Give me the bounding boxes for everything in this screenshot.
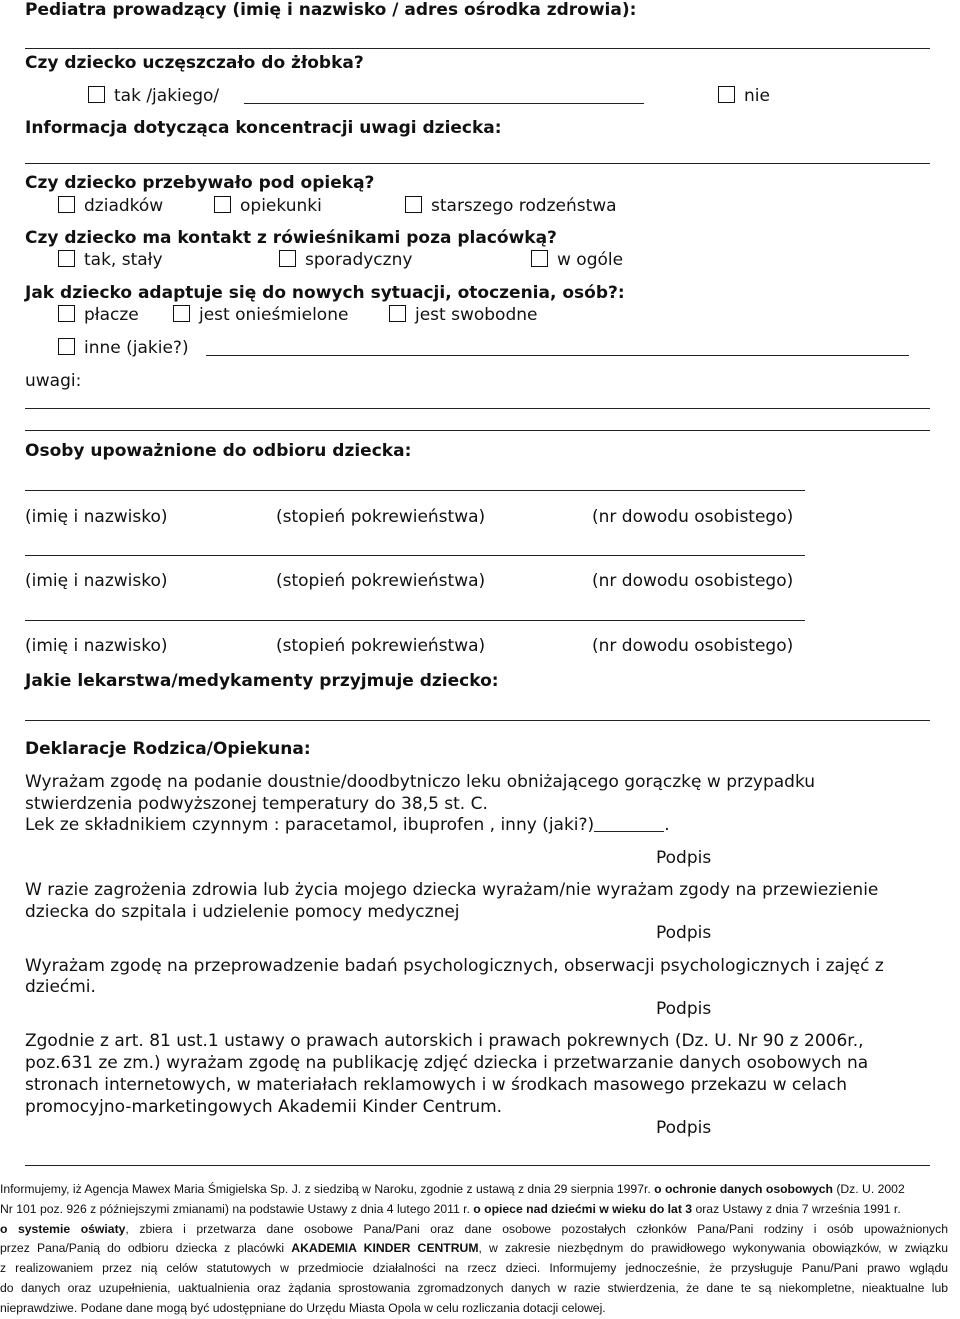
concentration-input-line[interactable]	[25, 163, 930, 164]
nursery-which-line[interactable]	[244, 103, 644, 104]
adaptation-other-checkbox[interactable]	[58, 338, 75, 355]
care-siblings-label: starszego rodzeństwa	[431, 196, 617, 216]
peers-occasional-label: sporadyczny	[305, 250, 413, 270]
pickup-3-id-caption: (nr dowodu osobistego)	[592, 636, 794, 656]
adaptation-shy-label: jest onieśmielone	[199, 305, 349, 325]
medications-input-line[interactable]	[25, 720, 930, 721]
fever-consent-line-3	[25, 815, 670, 835]
peers-none-checkbox[interactable]	[531, 250, 548, 267]
pickup-1-relation-caption: (stopień pokrewieństwa)	[276, 507, 486, 527]
footer-line-7: nieprawdziwe. Podane dane mogą być udostępniane do Urzędu Miasta Opola w celu rozliczania dotacji celowej.	[0, 1300, 606, 1315]
pickup-2-relation-caption: (stopień pokrewieństwa)	[276, 571, 486, 591]
care-nanny-checkbox[interactable]	[214, 196, 231, 213]
fever-consent-line-1: Wyrażam zgodę na podanie doustnie/doodbytniczo leku obniżającego gorączkę w przypadku	[25, 772, 816, 792]
peers-option-none[interactable]	[531, 250, 623, 270]
peers-option-regular[interactable]	[58, 250, 163, 270]
peers-occasional-checkbox[interactable]	[279, 250, 296, 267]
pickup-1-id-caption: (nr dowodu osobistego)	[592, 507, 794, 527]
pickup-3-relation-caption: (stopień pokrewieństwa)	[276, 636, 486, 656]
pickup-2-name-caption: (imię i nazwisko)	[25, 571, 168, 591]
peers-question: Czy dziecko ma kontakt z rówieśnikami poza placówką?	[25, 228, 557, 248]
nursery-no-label: nie	[744, 86, 770, 106]
care-grandparents-label: dziadków	[84, 196, 164, 216]
signature-label-psych: Podpis	[656, 999, 712, 1019]
fever-consent-line-2: stwierdzenia podwyższonej temperatury do 38,5 st. C.	[25, 794, 488, 814]
footer-line-4: przez Pana/Panią do odbioru dziecka z placówki AKADEMIA KINDER CENTRUM, w zakresie niezbędnym do prawidłowego wykonywania obowiązków, w związku	[0, 1241, 948, 1256]
footer-separator	[25, 1165, 930, 1166]
adaptation-other-line[interactable]	[206, 355, 909, 356]
nursery-yes-checkbox[interactable]	[88, 86, 105, 103]
care-option-nanny[interactable]	[214, 196, 322, 216]
concentration-label: Informacja dotycząca koncentracji uwagi dziecka:	[25, 118, 502, 138]
care-grandparents-checkbox[interactable]	[58, 196, 75, 213]
notes-line-2[interactable]	[25, 430, 930, 431]
nursery-yes-option[interactable]	[88, 86, 219, 106]
signature-label-fever: Podpis	[656, 848, 712, 868]
adaptation-option-cries[interactable]	[58, 305, 139, 325]
adaptation-free-checkbox[interactable]	[389, 305, 406, 322]
adaptation-option-other[interactable]	[58, 338, 189, 358]
nursery-no-checkbox[interactable]	[718, 86, 735, 103]
care-option-siblings[interactable]	[405, 196, 617, 216]
pediatrician-input-line[interactable]	[25, 48, 930, 49]
photo-consent-line-1: Zgodnie z art. 81 ust.1 ustawy o prawach autorskich i prawach pokrewnych (Dz. U. Nr 90 z 2006r.,	[25, 1031, 864, 1051]
nursery-yes-label: tak /jakiego/	[114, 86, 220, 106]
pickup-person-1-line[interactable]	[25, 490, 805, 491]
photo-consent-line-2: poz.631 ze zm.) wyrażam zgodę na publikację zdjęć dziecka i przetwarzanie danych osobowych na	[25, 1053, 869, 1073]
pickup-person-3-line[interactable]	[25, 620, 805, 621]
adaptation-option-shy[interactable]	[173, 305, 348, 325]
declarations-title: Deklaracje Rodzica/Opiekuna:	[25, 739, 311, 759]
adaptation-option-free[interactable]	[389, 305, 538, 325]
photo-consent-line-3: stronach internetowych, w materiałach reklamowych i w środkach masowego przekazu w celach	[25, 1075, 847, 1095]
psych-consent-line-2: dziećmi.	[25, 977, 96, 997]
footer-line-6: do danych oraz uzupełnienia, uaktualnienia oraz żądania sprostowania zgromadzonych danych w razie stwierdzenia, że dane te są niekompletne, nieaktualne lub	[0, 1280, 948, 1295]
care-option-grandparents[interactable]	[58, 196, 163, 216]
signature-label-emergency: Podpis	[656, 923, 712, 943]
footer-line-2: Nr 101 poz. 926 z późniejszymi zmianami) na podstawie Ustawy z dnia 4 lutego 2011 r. o opiece nad dziećmi w wieku do lat 3 oraz Ustawy z dnia 7 września 1991 r.	[0, 1201, 901, 1216]
footer-legal-notice	[0, 1180, 948, 1319]
care-nanny-label: opiekunki	[240, 196, 322, 216]
photo-consent-line-4: promocyjno-marketingowych Akademii Kinder Centrum.	[25, 1097, 503, 1117]
footer-line-1: Informujemy, iż Agencja Mawex Maria Śmigielska Sp. J. z siedzibą w Naroku, zgodnie z ustawą z dnia 29 sierpnia 1997r. o ochronie danych osobowych (Dz. U. 2002	[0, 1182, 905, 1196]
peers-none-label: w ogóle	[557, 250, 624, 270]
psych-consent-line-1: Wyrażam zgodę na przeprowadzenie badań psychologicznych, obserwacji psychologicznych i zajęć z	[25, 956, 884, 976]
emergency-consent-line-2: dziecka do szpitala i udzielenie pomocy medycznej	[25, 902, 460, 922]
adaptation-other-label: inne (jakie?)	[84, 338, 189, 358]
medications-label: Jakie lekarstwa/medykamenty przyjmuje dziecko:	[25, 671, 499, 691]
footer-line-5: z realizowaniem przez nią celów statutowych w przedmiocie działalności na rzecz dzieci. Informujemy jednocześnie, że przysługuje Panu/Pani prawo wglądu	[0, 1261, 948, 1276]
peers-option-occasional[interactable]	[279, 250, 412, 270]
signature-label-photo: Podpis	[656, 1118, 712, 1138]
adaptation-cries-checkbox[interactable]	[58, 305, 75, 322]
pickup-person-2-line[interactable]	[25, 555, 805, 556]
fever-line-end: .	[664, 815, 670, 835]
pickup-3-name-caption: (imię i nazwisko)	[25, 636, 168, 656]
peers-regular-label: tak, stały	[84, 250, 163, 270]
adaptation-shy-checkbox[interactable]	[173, 305, 190, 322]
adaptation-free-label: jest swobodne	[415, 305, 538, 325]
pediatrician-label: Pediatra prowadzący (imię i nazwisko / adres ośrodka zdrowia):	[25, 0, 637, 20]
notes-line-1[interactable]	[25, 408, 930, 409]
emergency-consent-line-1: W razie zagrożenia zdrowia lub życia mojego dziecka wyrażam/nie wyrażam zgody na przewiezienie	[25, 880, 879, 900]
footer-line-3: o systemie oświaty, zbiera i przetwarza dane osobowe Pana/Pani oraz dane osobowe pozostałych członków Pana/Pani rodziny i osób upoważnionych	[0, 1221, 948, 1236]
peers-regular-checkbox[interactable]	[58, 250, 75, 267]
pickup-1-name-caption: (imię i nazwisko)	[25, 507, 168, 527]
fever-medication-text: Lek ze składnikiem czynnym : paracetamol, ibuprofen , inny (jaki?)	[25, 815, 595, 835]
care-question: Czy dziecko przebywało pod opieką?	[25, 173, 375, 193]
fever-medication-other-line[interactable]	[594, 815, 664, 832]
adaptation-question: Jak dziecko adaptuje się do nowych sytuacji, otoczenia, osób?:	[25, 283, 625, 303]
pickup-2-id-caption: (nr dowodu osobistego)	[592, 571, 794, 591]
care-siblings-checkbox[interactable]	[405, 196, 422, 213]
pickup-title: Osoby upoważnione do odbioru dziecka:	[25, 441, 412, 461]
nursery-question: Czy dziecko uczęszczało do żłobka?	[25, 53, 364, 73]
nursery-no-option[interactable]	[718, 86, 770, 106]
adaptation-cries-label: płacze	[84, 305, 139, 325]
adaptation-notes-label: uwagi:	[25, 371, 82, 391]
